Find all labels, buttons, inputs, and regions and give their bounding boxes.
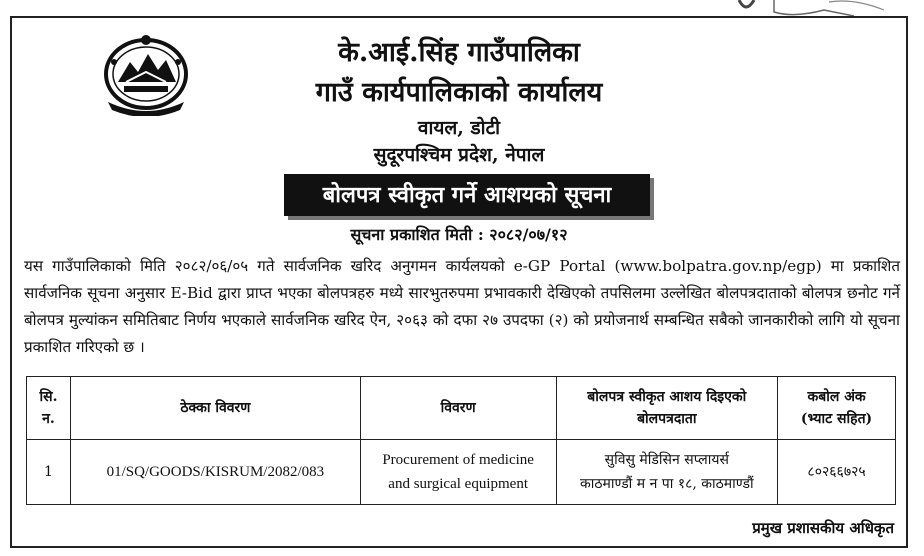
cell-description (360, 440, 556, 505)
cell-bidder-line1: सुविसु मेडिसिन सप्लायर्स (604, 452, 729, 468)
notice-body: यस गाउँपालिकाको मिति २०८२/०६/०५ गते सार्वजनिक खरिद अनुगमन कार्यलयको e-GP Portal (www.bolpatra.gov.np/egp) मा प्रकाशित सार्वजनिक सूचना अनुसार E-Bid द्वारा प्राप्त भएका बोलपत्रहरु मध्ये सारभुतरुपमा प्रभावकारी देखिएको तपसिलमा उल्लेखित बोलपत्रदाताको बोलपत्र छनोट गर्ने बोलपत्र मुल्यांकन समितिबाट निर्णय भएकाले सार्वजनिक खरिद ऐन, २०६३ को दफा २७ उपदफा (२) को प्रयोजनार्थ सम्बन्धित सबैको जानकारीको लागि यो सूचना प्रकाशित गरिएको छ । (24, 257, 900, 356)
signatory-title: प्रमुख प्रशासकीय अधिकृत (752, 519, 894, 537)
header-bidder-line2: बोलपत्रदाता (637, 411, 697, 427)
table-row (27, 440, 896, 505)
header-contract: ठेक्का विवरण (70, 377, 360, 440)
cell-description-line1: Procurement of medicine (382, 452, 534, 468)
publish-date: सूचना प्रकाशित मिती : २०८२/०७/१२ (350, 225, 568, 244)
header-serial-number-line2: न. (42, 411, 55, 427)
header-serial-number-line1: सि. (39, 389, 58, 405)
cell-description-line2: and surgical equipment (388, 476, 528, 492)
address-line-1: वायल, डोटी (417, 117, 501, 139)
table-header-row (27, 377, 896, 440)
notice-heading: बोलपत्र स्वीकृत गर्ने आशयको सूचना (284, 174, 650, 216)
header-description: विवरण (360, 377, 556, 440)
municipality-name: के.आई.सिंह गाउँपालिका (338, 37, 580, 68)
header-bidder-line1: बोलपत्र स्वीकृत आशय दिइएको (587, 389, 747, 405)
award-table (26, 376, 896, 505)
cell-contract: 01/SQ/GOODS/KISRUM/2082/083 (70, 440, 360, 505)
header-amount-line2: (भ्याट सहित) (800, 411, 873, 427)
notice-frame (10, 16, 908, 548)
header-bidder (556, 377, 778, 440)
header-amount (778, 377, 896, 440)
cell-bidder (556, 440, 778, 505)
cell-serial-number: 1 (27, 440, 71, 505)
address-line-2: सुदूरपश्चिम प्रदेश, नेपाल (373, 144, 545, 166)
office-name: गाउँ कार्यपालिकाको कार्यालय (315, 77, 603, 108)
cell-bidder-line2: काठमाण्डौं म न पा १८, काठमाण्डौं (580, 476, 754, 492)
header-serial-number (27, 377, 71, 440)
cell-amount: ८०२६६७२५ (778, 440, 896, 505)
header-amount-line1: कबोल अंक (807, 389, 866, 405)
